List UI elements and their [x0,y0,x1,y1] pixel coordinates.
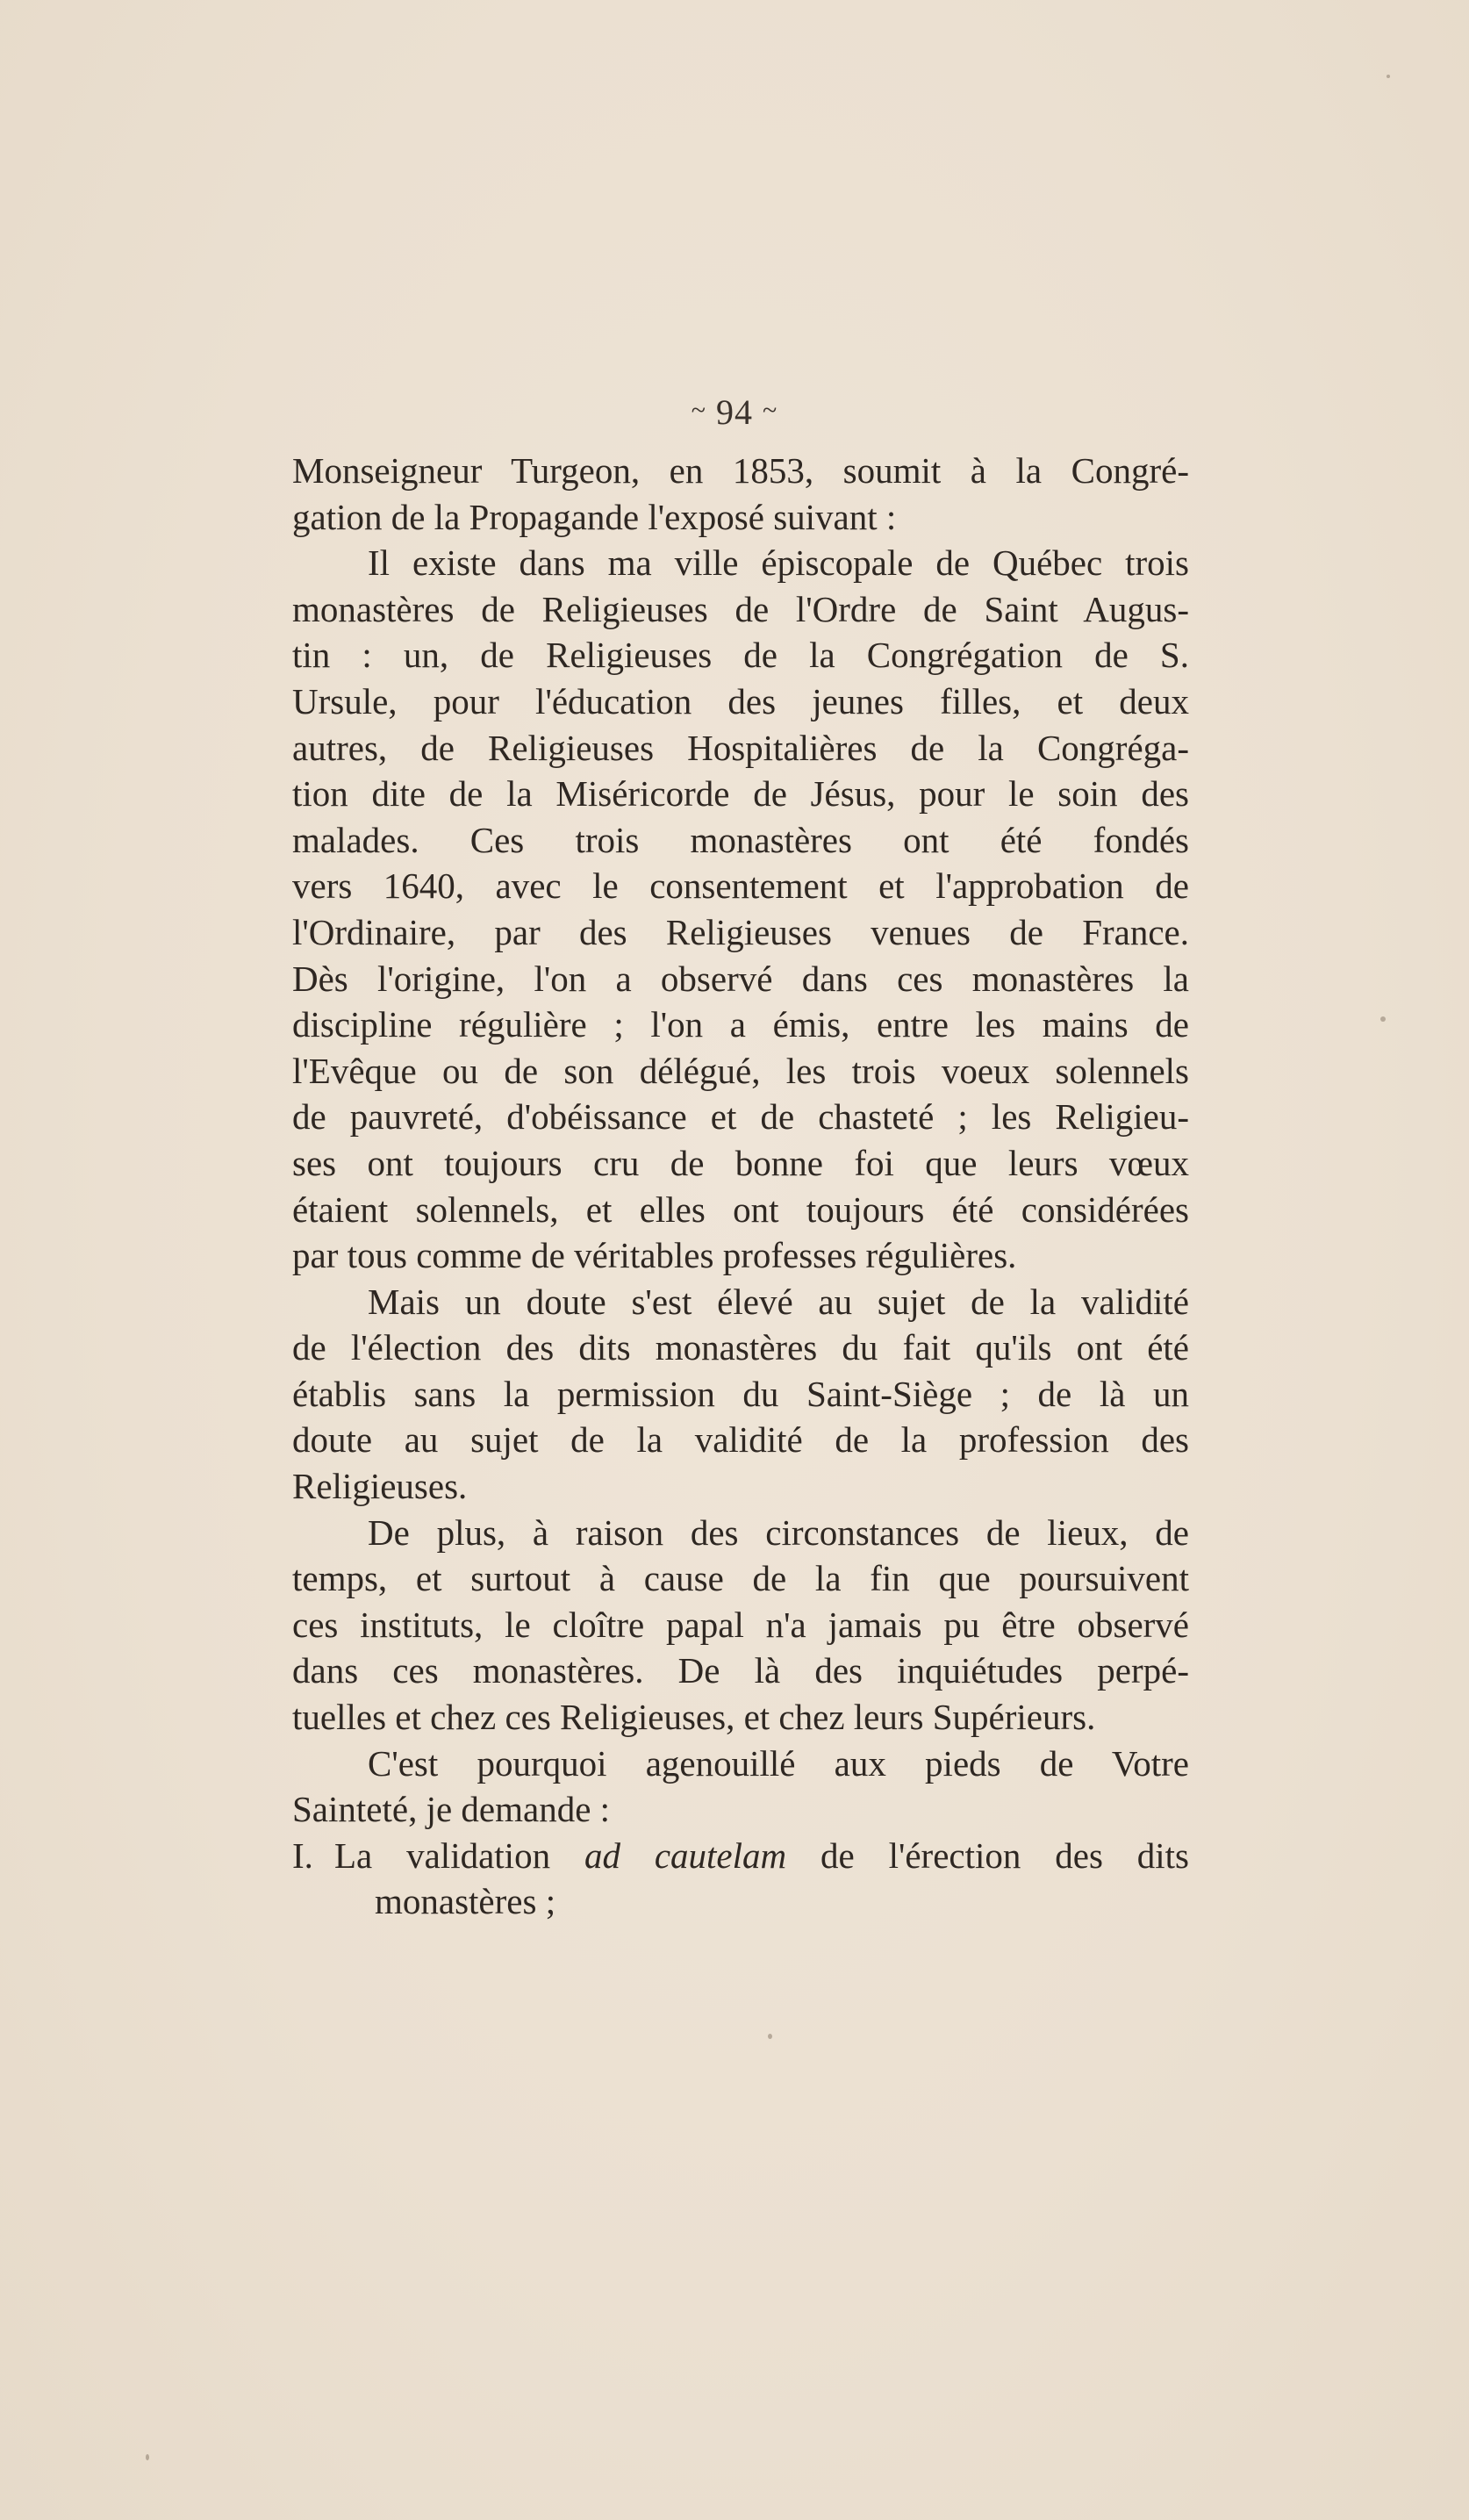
text-line: malades. Ces trois monastères ont été fondés [292,819,1189,860]
text-line: monastères de Religieuses de l'Ordre de Saint Augus- [292,588,1189,629]
text-line: par tous comme de véritables professes régulières. [292,1235,1017,1276]
text-line: étaient solennels, et elles ont toujours été considérées [292,1188,1189,1230]
paper-speck [1380,1016,1386,1022]
paragraph-1 [292,448,1189,540]
list-item-number: I. [292,1834,313,1876]
text-line: l'Ordinaire, par des Religieuses venues de France. [292,911,1189,952]
paragraph-4 [292,1510,1189,1741]
list-item-text-before: La validation [334,1834,551,1876]
ornament-right: ~ [763,396,778,425]
text-line: Sainteté, je demande : [292,1789,611,1830]
paper-speck [146,2454,149,2460]
text-line: tion dite de la Miséricorde de Jésus, pour le soin des [292,773,1189,815]
paper-speck [768,2034,772,2039]
text-line: Dès l'origine, l'on a observé dans ces monastères la [292,958,1189,999]
text-line: tuelles et chez ces Religieuses, et chez leurs Supérieurs. [292,1697,1096,1738]
text-line: ces instituts, le cloître papal n'a jamais pu être observé [292,1604,1189,1645]
text-line: autres, de Religieuses Hospitalières de la Congréga- [292,727,1189,768]
page-number: 94 [716,392,753,432]
text-line: Religieuses. [292,1466,468,1507]
text-line: de pauvreté, d'obéissance et de chasteté ; les Religieu- [292,1096,1189,1138]
list-item-italic: ad cautelam [584,1834,787,1876]
text-line: discipline régulière ; l'on a émis, entre les mains de [292,1004,1189,1045]
paper-speck [1387,75,1390,78]
text-line: Monseigneur Turgeon, en 1853, soumit à la Congré- [292,450,1189,491]
paragraph-5 [292,1741,1189,1833]
text-line: tin : un, de Religieuses de la Congrégation de S. [292,635,1189,676]
list-item-line [292,1833,1189,1879]
list-item-continuation: monastères ; [375,1881,556,1922]
text-line: vers 1640, avec le consentement et l'approbation de [292,865,1189,907]
text-line: Il existe dans ma ville épiscopale de Québec trois [368,542,1189,584]
text-line: de l'élection des dits monastères du fait qu'ils ont été [292,1327,1189,1368]
paragraph-2 [292,540,1189,1279]
page-header [0,390,1469,434]
body-text [292,448,1189,1925]
text-line: temps, et surtout à cause de la fin que poursuivent [292,1558,1189,1599]
text-line: ses ont toujours cru de bonne foi que leurs vœux [292,1142,1189,1183]
text-line: doute au sujet de la validité de la profession des [292,1419,1189,1461]
ornament-left: ~ [691,396,706,425]
list-item [292,1833,1189,1925]
text-line: dans ces monastères. De là des inquiétudes perpé- [292,1650,1189,1691]
list-item-text-after: de l'érection des dits [820,1834,1190,1876]
text-line: établis sans la permission du Saint-Siège ; de là un [292,1373,1189,1414]
text-line: Ursule, pour l'éducation des jeunes filles, et deux [292,680,1189,722]
paragraph-3 [292,1279,1189,1510]
text-line: De plus, à raison des circonstances de lieux, de [368,1511,1189,1553]
text-line: Mais un doute s'est élevé au sujet de la validité [368,1281,1189,1322]
text-line: gation de la Propagande l'exposé suivant : [292,496,897,537]
text-line: C'est pourquoi agenouillé aux pieds de Votre [368,1742,1189,1784]
text-line: l'Evêque ou de son délégué, les trois voeux solennels [292,1050,1189,1091]
